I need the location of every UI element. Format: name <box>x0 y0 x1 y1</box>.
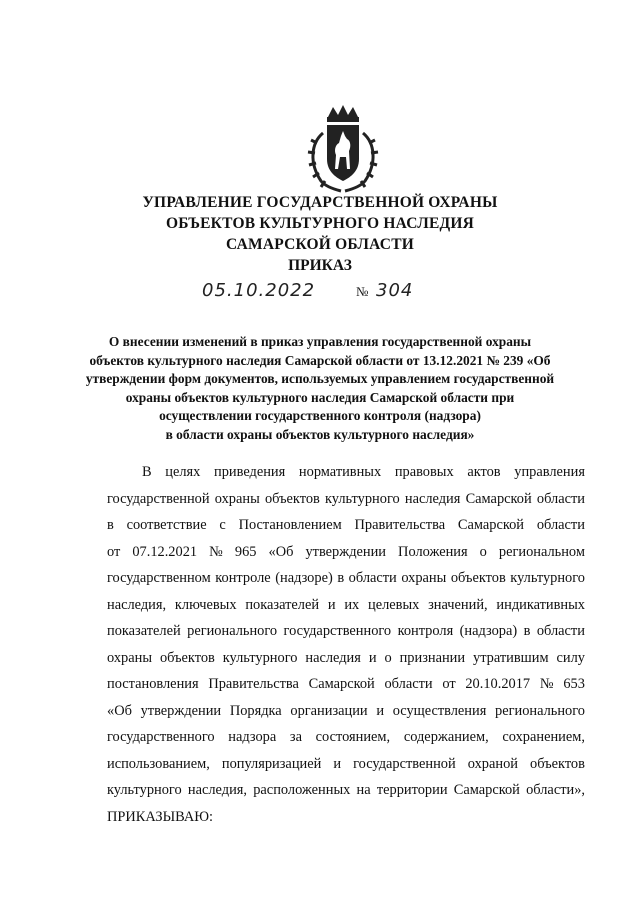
subject-line: осуществлении государственного контроля (надзора) <box>159 408 481 424</box>
body-word: охраны <box>214 490 260 507</box>
body-word: сохранением, <box>502 729 585 745</box>
body-word: территории <box>376 782 448 798</box>
organization-header <box>0 192 640 255</box>
body-word: государственного <box>283 623 392 639</box>
body-word: постановления <box>107 676 199 692</box>
body-word: и <box>368 649 377 666</box>
order-number: 304 <box>376 280 414 301</box>
body-word: признании <box>399 649 466 666</box>
body-word: культурного <box>325 490 400 507</box>
body-word: утверждении <box>140 702 222 719</box>
org-line: ОБЪЕКТОВ КУЛЬТУРНОГО НАСЛЕДИЯ <box>165 215 475 232</box>
body-line <box>107 777 585 804</box>
body-word: охраны <box>401 570 447 586</box>
body-word: соответствие <box>126 517 207 533</box>
body-word: ключевых <box>174 596 237 613</box>
body-word: Порядка <box>229 702 282 719</box>
body-word: В <box>142 464 152 480</box>
body-word: утратившим <box>473 649 549 666</box>
body-word: с <box>219 517 226 533</box>
body-word: охраной <box>467 755 518 772</box>
body-word: культурного <box>107 782 182 798</box>
body-word: состоянием, <box>315 729 391 745</box>
body-word: государственной <box>107 490 210 507</box>
body-word: области <box>536 623 585 639</box>
body-word: целевых <box>368 596 420 613</box>
body-word: организации <box>290 702 368 719</box>
body-word: показателей <box>107 623 181 639</box>
body-word: индикативных <box>496 596 585 613</box>
order-date-number <box>0 278 640 308</box>
body-word: Правительства <box>354 517 446 533</box>
body-word: области <box>384 676 433 692</box>
body-word: и <box>376 702 385 719</box>
body-word: от <box>107 543 121 560</box>
body-line <box>107 645 585 672</box>
body-word: Самарской <box>308 676 375 692</box>
subject-line: охраны объектов культурного наследия Самарской области при <box>125 389 515 405</box>
body-word: культурного <box>510 570 585 586</box>
body-word: объектов <box>450 570 506 586</box>
subject-line: О внесении изменений в приказ управления государственной охраны <box>108 334 532 349</box>
body-word: 965 <box>234 543 257 560</box>
body-word: Самарской <box>465 490 532 507</box>
body-word: (надзора) <box>459 623 518 639</box>
body-word: приведения <box>214 464 286 480</box>
body-word: на <box>356 782 371 798</box>
body-line <box>107 486 585 513</box>
body-word: ПРИКАЗЫВАЮ: <box>107 808 214 825</box>
body-line <box>107 671 585 698</box>
body-word: за <box>289 729 302 745</box>
body-word: 653 <box>563 676 585 692</box>
body-word: расположенных <box>253 782 351 798</box>
body-word: в <box>107 517 114 533</box>
coat-of-arms-icon <box>303 103 383 193</box>
body-word: наследия, <box>187 782 247 798</box>
body-word: и <box>327 596 336 613</box>
body-word: регионального <box>495 702 585 719</box>
body-word: области <box>536 517 585 533</box>
body-word: значений, <box>428 596 488 613</box>
body-word: регионального <box>187 623 278 639</box>
body-word: № <box>539 676 554 692</box>
body-word: государственного <box>107 729 215 745</box>
body-line <box>107 751 585 778</box>
body-word: культурного <box>222 649 298 666</box>
org-line: САМАРСКОЙ ОБЛАСТИ <box>225 236 414 253</box>
body-word: популяризацией <box>221 755 322 772</box>
body-word: Постановлением <box>238 517 342 533</box>
body-word: показателей <box>245 596 320 613</box>
body-line <box>107 512 585 539</box>
body-word: 07.12.2021 <box>132 543 198 560</box>
body-word: наследия, <box>107 596 167 613</box>
body-line <box>107 539 585 566</box>
body-word: государственной <box>353 755 456 772</box>
body-word: объектов <box>264 490 320 507</box>
body-word: актов <box>467 464 501 480</box>
body-line <box>107 565 585 592</box>
body-word: «Об <box>268 543 294 560</box>
body-word: в <box>337 570 345 586</box>
body-word: области <box>536 490 585 507</box>
order-subject <box>0 333 640 445</box>
body-word: управления <box>514 464 585 480</box>
body-word: и <box>333 755 342 772</box>
body-word: надзора <box>228 729 277 745</box>
order-body <box>107 459 585 830</box>
body-word: 20.10.2017 <box>465 676 531 692</box>
body-word: их <box>344 596 360 613</box>
subject-line: в области охраны объектов культурного наследия» <box>165 426 475 442</box>
subject-line: объектов культурного наследия Самарской области от 13.12.2021 № 239 «Об <box>89 352 551 368</box>
body-line <box>107 592 585 619</box>
body-word: региональном <box>498 543 585 560</box>
body-word: нормативных <box>298 464 382 480</box>
body-word: государственном <box>107 570 211 586</box>
body-word: использованием, <box>107 755 210 772</box>
body-word: о <box>479 543 487 560</box>
body-word: Положения <box>398 543 468 560</box>
body-word: правовых <box>394 464 454 480</box>
body-word: охраны <box>107 649 152 666</box>
body-word: наследия <box>404 490 461 507</box>
body-word: в <box>523 623 531 639</box>
body-line <box>107 804 585 831</box>
order-title: ПРИКАЗ <box>288 257 352 274</box>
body-word: осуществления <box>392 702 487 719</box>
body-word: утверждении <box>305 543 387 560</box>
body-word: контроля <box>397 623 454 639</box>
body-word: Самарской <box>457 517 525 533</box>
body-word: наследия <box>305 649 361 666</box>
body-line <box>107 618 585 645</box>
body-word: о <box>384 649 392 666</box>
body-word: объектов <box>530 755 585 772</box>
order-date: 05.10.2022 <box>202 280 316 301</box>
number-sign: № <box>356 284 369 299</box>
body-line <box>107 459 585 486</box>
org-line: УПРАВЛЕНИЕ ГОСУДАРСТВЕННОЙ ОХРАНЫ <box>142 194 498 211</box>
body-word: № <box>209 543 223 560</box>
body-word: области <box>348 570 397 586</box>
body-word: от <box>442 676 456 692</box>
body-line <box>107 724 585 751</box>
subject-line: утверждении форм документов, используемых управлением государственной <box>85 371 555 387</box>
body-word: области», <box>526 782 585 798</box>
body-word: (надзоре) <box>275 570 333 586</box>
body-word: контроле <box>215 570 271 586</box>
body-word: целях <box>165 464 201 480</box>
body-word: силу <box>556 649 585 666</box>
body-word: объектов <box>159 649 215 666</box>
body-word: содержанием, <box>403 729 489 745</box>
body-line <box>107 698 585 725</box>
body-word: «Об <box>107 702 132 719</box>
body-word: Самарской <box>453 782 520 798</box>
body-word: Правительства <box>208 676 299 692</box>
